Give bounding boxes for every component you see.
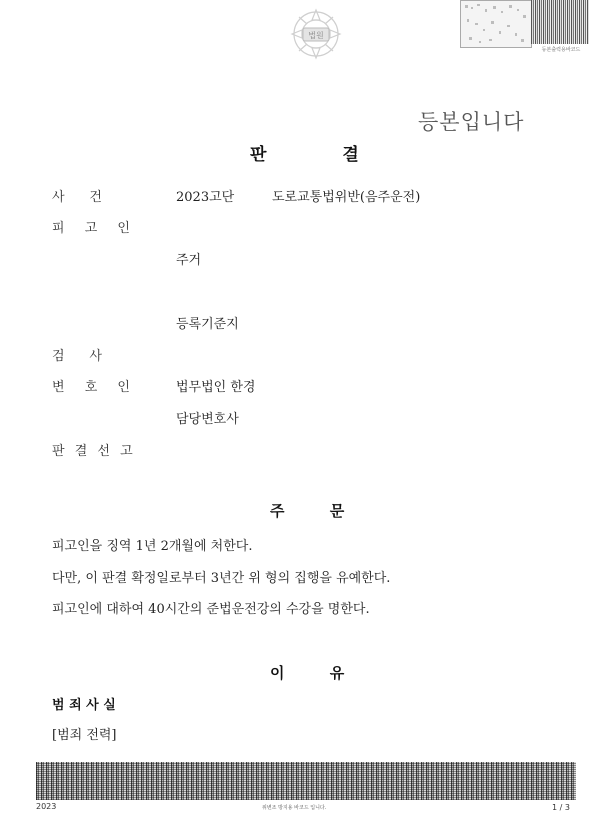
seal-label: 법원 [308, 31, 324, 40]
qr-code-icon [461, 1, 531, 47]
top-barcode [531, 0, 589, 44]
defendant-label: 피 고 인 [52, 221, 138, 236]
page-number: 1 / 3 [552, 803, 570, 812]
order-line-1: 피고인을 징역 1년 2개월에 처한다. [52, 539, 253, 554]
order-line-3: 피고인에 대하여 40시간의 준법운전강의 수강을 명한다. [52, 602, 370, 617]
prosecutor-label: 검 사 [52, 349, 102, 364]
court-seal [282, 8, 350, 60]
case-number: 2023고단 [176, 190, 235, 205]
order-heading: 주 문 [270, 502, 345, 520]
footer-caption: 위변조 방지용 바코드 입니다. [262, 805, 327, 811]
facts-heading: 범 죄 사 실 [52, 698, 116, 713]
anti-forgery-barcode [36, 762, 576, 800]
counsel-label: 변 호 인 [52, 380, 138, 395]
sentencing-date-label: 판 결 선 고 [52, 444, 136, 459]
copy-stamp: 등본입니다 [418, 110, 525, 134]
footer-year: 2023 [36, 802, 57, 811]
order-line-2: 다만, 이 판결 확정일로부터 3년간 위 형의 집행을 유예한다. [52, 571, 391, 586]
qr-code-box [460, 0, 532, 48]
document-title: 판 결 [250, 145, 359, 165]
law-firm-name: 법무법인 한경 [176, 380, 256, 395]
reason-heading: 이 유 [270, 664, 345, 682]
address-label: 주거 [176, 253, 202, 268]
attorney-label: 담당변호사 [176, 412, 239, 427]
barcode-caption: 등본출력용바코드 [541, 47, 581, 53]
court-seal-icon [282, 8, 350, 60]
registry-label: 등록기준지 [176, 317, 239, 332]
case-label: 사 건 [52, 190, 102, 205]
record-heading: [범죄 전력] [52, 728, 117, 743]
case-name: 도로교통법위반(음주운전) [272, 190, 421, 205]
